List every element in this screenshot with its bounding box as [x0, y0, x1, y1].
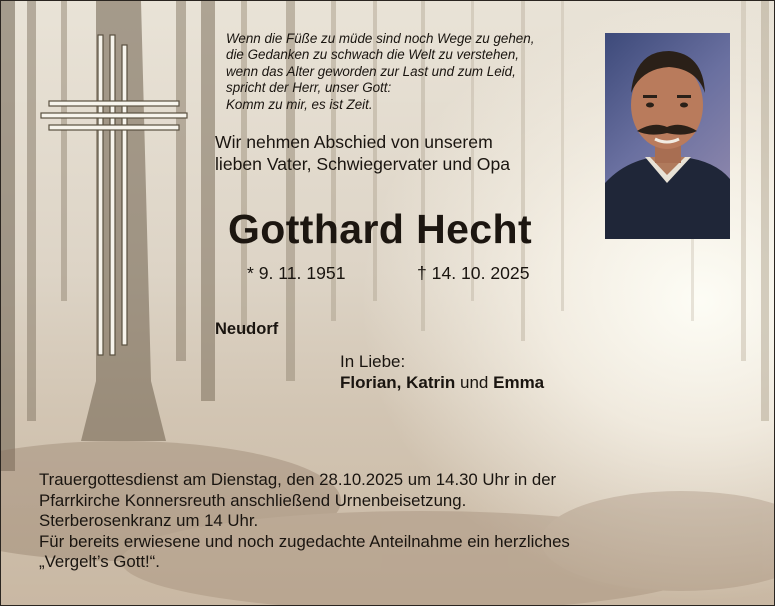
service-line: Trauergottesdienst am Dienstag, den 28.10.2025 um 14.30 Uhr in der — [39, 470, 557, 489]
residence-place: Neudorf — [215, 320, 279, 338]
mourner-connector: und — [460, 373, 489, 392]
mourner-name: Florian, — [340, 373, 402, 392]
poem-line: spricht der Herr, unser Gott: — [226, 80, 392, 96]
mourner-name: Emma — [493, 373, 545, 392]
poem-line: wenn das Alter geworden zur Last und zum Leid, — [226, 63, 516, 79]
poem — [226, 31, 596, 113]
service-line: Für bereits erwiesene und noch zugedachte Anteilnahme ein herzliches — [39, 531, 570, 551]
mourners-names — [340, 373, 544, 393]
cross-icon — [39, 33, 189, 357]
service-line: Sterberosenkranz um 14 Uhr. — [39, 511, 259, 531]
mourners-label: In Liebe: — [340, 352, 406, 371]
birth-date: * 9. 11. 1951 — [247, 263, 346, 283]
service-details — [39, 470, 570, 573]
intro-line: Wir nehmen Abschied von unserem — [215, 132, 493, 152]
poem-line: Komm zu mir, es ist Zeit. — [226, 96, 373, 112]
service-line: „Vergelt’s Gott!“. — [39, 552, 160, 572]
portrait-photo — [605, 33, 730, 239]
service-line: Pfarrkirche Konnersreuth anschließend Urnenbeisetzung. — [39, 490, 467, 510]
poem-line: die Gedanken zu schwach die Welt zu verstehen, — [226, 47, 520, 63]
poem-line: Wenn die Füße zu müde sind noch Wege zu gehen, — [226, 31, 535, 46]
farewell-intro — [215, 132, 510, 175]
death-date: † 14. 10. 2025 — [417, 263, 530, 283]
mourner-name: Katrin — [406, 373, 456, 392]
intro-line: lieben Vater, Schwiegervater und Opa — [215, 153, 511, 174]
deceased-name: Gotthard Hecht — [228, 206, 532, 252]
